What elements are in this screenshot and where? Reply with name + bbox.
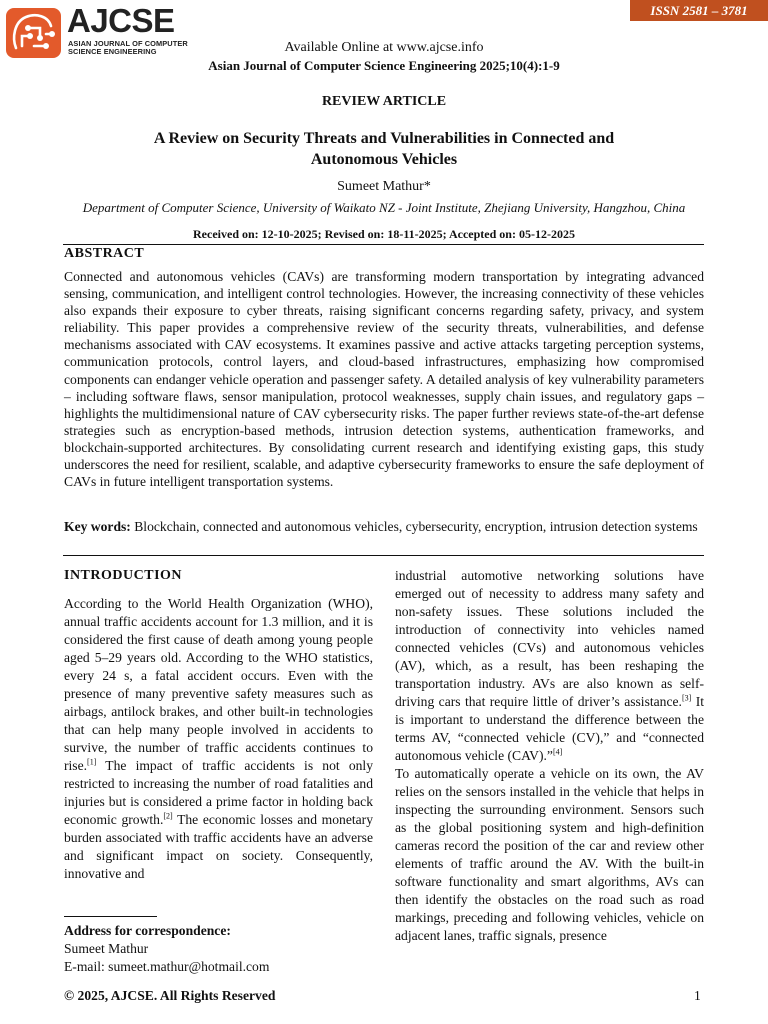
issn-badge: ISSN 2581 – 3781 [630,0,768,21]
correspondence-block [64,922,373,976]
citation-ref-3[interactable]: [3] [681,693,692,703]
correspondence-name: Sumeet Mathur [64,941,149,956]
intro-paragraph-3: To automatically operate a vehicle on its own, the AV relies on the sensors installed in the vehicle that helps in inspecting the surrounding environment. Sensors such as the global positioning system and high-definition cameras record the position of the car and review other elements of traffic around the AV. With the built-in software functionality and smart algorithms, AVs can then identify the obstacles on the road such as road markings, preceding and following vehicles, vehicle on adjacent lanes, traffic signals, presence [395,766,704,943]
intro-p1-part-b: The impact of traffic accidents is not only restricted to increasing the number of road fatalities and injuries but is considered a prime factor in holding back economic growth. [64,758,373,827]
keywords-label: Key words: [64,519,131,534]
article-type: REVIEW ARTICLE [321,94,447,109]
page-number: 1 [694,988,701,1003]
keywords [64,518,704,536]
citation-ref-1[interactable]: [1] [87,757,97,767]
available-online: Available Online at www.ajcse.info [284,40,484,55]
publication-dates: Received on: 12-10-2025; Revised on: 18-11-2025; Accepted on: 05-12-2025 [193,227,575,241]
divider-bottom [63,555,704,556]
article-title [0,128,768,170]
intro-p1-part-a: According to the World Health Organization (WHO), annual traffic accidents account for 1.3 million, and it is considered the first cause of death among young people aged 5–29 years old. According to the WHO statistics, every 24 s, a fatal accident occurs. Even with the presence of many preventive safety measures such as airbags, antilock brakes, and other built-in technologies that can help many people involved in accidents to survive, the number of traffic accidents continues to rise. [64,596,373,773]
abstract-heading: ABSTRACT [64,246,145,261]
copyright-notice: © 2025, AJCSE. All Rights Reserved [64,988,276,1003]
title-line1: A Review on Security Threats and Vulnerabilities in Connected and [153,130,615,147]
introduction-heading: INTRODUCTION [64,568,183,583]
abstract-text: Connected and autonomous vehicles (CAVs) are transforming modern transportation by integrating advanced sensing, communication, and intelligent control technologies. However, the increasing connectivity of these vehicles also expands their exposure to cyber threats, raising significant concerns regarding safety, privacy, and system reliability. This paper provides a comprehensive review of the security threats, vulnerabilities, and defense mechanisms associated with CAV ecosystems. It examines passive and active attacks targeting perception systems, communication protocols, control layers, and cloud-based infrastructures, emphasizing how compromised components can endanger vehicle operation and passenger safety. A detailed analysis of key vulnerability parameters – including software flaws, sensor manipulation, protocol weaknesses, supply chain issues, and regulatory gaps – highlights the multidimensional nature of CAV cybersecurity risks. The paper further reviews state-of-the-art defense strategies such as encryption-based methods, intrusion detection systems, authentication frameworks, and blockchain-supported architectures. By consolidating current research and identifying existing gaps, this study underscores the need for resilient, scalable, and adaptive cybersecurity frameworks to ensure the safe deployment of CAVs in future intelligent transportation systems. [64,269,704,490]
intro-p2-part-b: It is important to understand the difference between the terms AV, “connected vehicle (CV),” and “connected autonomous vehicle (CAV).” [395,694,704,763]
citation-ref-4[interactable]: [4] [552,747,563,757]
footnote-divider [64,916,157,917]
column-right [395,567,704,945]
title-line2: Autonomous Vehicles [310,151,458,168]
citation-ref-2[interactable]: [2] [163,811,173,821]
logo-subtitle-line2: SCIENCE ENGINEERING [68,47,157,56]
logo-wordmark: AJCSE [67,2,175,39]
intro-p2-part-a: industrial automotive networking solutions have emerged out of necessity to address many safety and non-safety issues. These solutions included the introduction of connectivity into vehicles named connected vehicles (CVs) and autonomous vehicles (AV), which, as a result, has been reshaping the transportation industry. AVs are also known as self-driving cars that require little of driver’s assistance. [395,568,704,709]
author-name: Sumeet Mathur* [337,179,431,194]
intro-paragraph-2 [395,567,704,765]
correspondence-email[interactable]: E-mail: sumeet.mathur@hotmail.com [64,959,270,974]
correspondence-label: Address for correspondence: [64,923,231,938]
intro-p1-part-c: The economic losses and monetary burden associated with traffic accidents have an adverse and significant impact on society. Consequently, innovative and [64,812,373,881]
divider-top [63,244,704,245]
column-left [64,567,373,883]
author-affiliation: Department of Computer Science, University of Waikato NZ - Joint Institute, Zhejiang University, Hangzhou, China [82,200,686,215]
keywords-list: Blockchain, connected and autonomous vehicles, cybersecurity, encryption, intrusion detection systems [134,519,698,534]
journal-citation: Asian Journal of Computer Science Engineering 2025;10(4):1-9 [208,58,560,73]
intro-paragraph-1 [64,595,373,883]
logo-subtitle-line1: ASIAN JOURNAL OF COMPUTER [68,39,188,48]
